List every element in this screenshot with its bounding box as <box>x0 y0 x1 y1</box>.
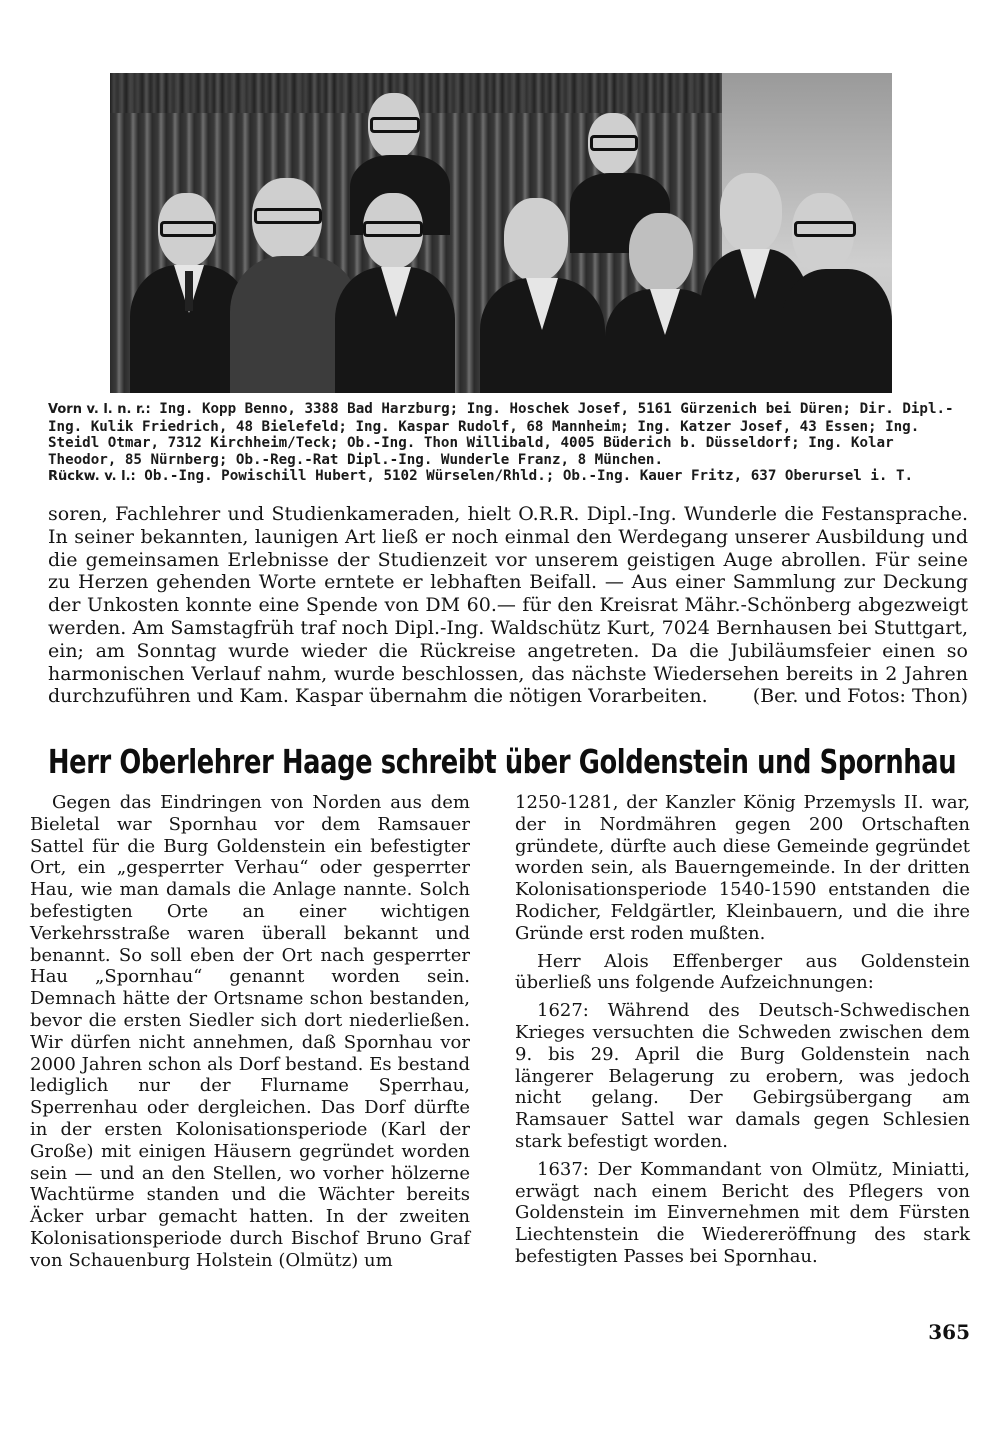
caption-front-text: Ing. Kopp Benno, 3388 Bad Harzburg; Ing. Hoschek Josef, 5161 Gürzenich bei Düren; Dir. Dipl.-Ing. Kulik Friedrich, 48 Bielefeld; Ing. Kaspar Rudolf, 68 Mannheim; Ing. Katzer Josef, 43 Essen; Ing. Steidl Otmar, 7312 Kirchheim/Teck; Ob.-Ing. Thon Willibald, 4005 Büderich b. Düsseldorf; Ing. Kolar Theodor, 85 Nürnberg; Ob.-Reg.-Rat Dipl.-Ing. Wunderle Franz, 8 München. <box>48 401 954 468</box>
article-continuation-text: soren, Fachlehrer und Studienkameraden, hielt O.R.R. Dipl.-Ing. Wunderle die Festansprache. In seiner bekannten, launigen Art ließ er noch einmal den Werdegang unserer Ausbildung und die gemeinsamen Erlebnisse der Studienzeit vor unserem geistigen Auge abrollen. Für seine zu Herzen gehenden Worte erntete er lebhaften Beifall. — Aus einer Sammlung zur Deckung der Unkosten konnte eine Spende von DM 60.— für den Kreisrat Mähr.-Schönberg abgezweigt werden. Am Samstagfrüh traf noch Dipl.-Ing. Waldschütz Kurt, 7024 Bernhausen bei Stuttgart, ein; am Sonntag wurde wieder die Rückreise angetreten. Da die Jubiläumsfeier einen so harmonischen Verlauf nahm, wurde beschlossen, das nächste Wiedersehen bereits in 2 Jahren durchzuführen und Kam. Kaspar übernahm die nötigen Vorarbeiten. <box>48 503 968 708</box>
right-column <box>515 792 970 1274</box>
page-number: 365 <box>928 1320 970 1344</box>
caption-front-label: Vorn v. l. n. r.: <box>48 402 151 417</box>
left-paragraph: Gegen das Eindringen von Norden aus dem Bieletal war Spornhau vor dem Ramsauer Sattel für die Burg Goldenstein ein befestigter Ort, ein „gesperrter Verhau“ oder gesperrter Hau, wie man damals die Anlage nannte. Solch befestigten Orte an einer wichtigen Verkehrsstraße waren überall bekannt und benannt. So soll eben der Ort nach gesperrter Hau „Spornhau“ genannt worden sein. Demnach hätte der Ortsname schon bestanden, bevor die ersten Siedler sich dort niederließen. Wir dürfen nicht annehmen, daß Spornhau vor 2000 Jahren schon als Dorf bestand. Es bestand lediglich nur der Flurname Sperrhau, Sperrenhau oder dergleichen. Das Dorf dürfte in der ersten Kolonisationsperiode (Karl der Große) mit einigen Häusern gegründet worden sein — und an den Stellen, wo vorher hölzerne Wachtürme standen und die Wächter bereits Äcker urbar gemacht hatten. In der zweiten Kolonisationsperiode durch Bischof Bruno Graf von Schauenburg Holstein (Olmütz) um <box>30 792 470 1271</box>
group-photo <box>110 73 892 393</box>
right-paragraph-1: 1250-1281, der Kanzler König Przemysls II. war, der in Nordmähren gegen 200 Ortschaften gründete, dürfte auch diese Gemeinde gegründet worden sein, als Bauerngemeinde. In der dritten Kolonisationsperiode 1540-1590 entstanden die Rodicher, Feldgärtler, Kleinbauern, und die ihre Gründe erst roden mußten. <box>515 792 970 944</box>
article-continuation <box>48 503 968 708</box>
caption-back-text: Ob.-Ing. Powischill Hubert, 5102 Würselen/Rhld.; Ob.-Ing. Kauer Fritz, 637 Oberursel i. T. <box>144 468 914 484</box>
article-credit: (Ber. und Fotos: Thon) <box>752 685 968 708</box>
photo-caption <box>48 401 960 486</box>
article-headline: Herr Oberlehrer Haage schreibt über Goldenstein und Spornhau <box>48 742 957 781</box>
left-column <box>30 792 470 1278</box>
right-paragraph-3: 1627: Während des Deutsch-Schwedischen Krieges versuchten die Schweden zwischen dem 9. bis 29. April die Burg Goldenstein nach längerer Belagerung zu erobern, was jedoch nicht gelang. Der Gebirgsübergang am Ramsauer Sattel war damals gegen Schlesien stark befestigt worden. <box>515 1000 970 1152</box>
right-paragraph-2: Herr Alois Effenberger aus Goldenstein überließ uns folgende Aufzeichnungen: <box>515 950 970 994</box>
caption-back-label: Rückw. v. l.: <box>48 469 136 484</box>
right-paragraph-4: 1637: Der Kommandant von Olmütz, Miniatti, erwägt nach einem Bericht des Pflegers von Goldenstein im Einvernehmen mit dem Fürsten Liechtenstein die Wiedereröffnung des stark befestigten Passes bei Spornhau. <box>515 1158 970 1267</box>
